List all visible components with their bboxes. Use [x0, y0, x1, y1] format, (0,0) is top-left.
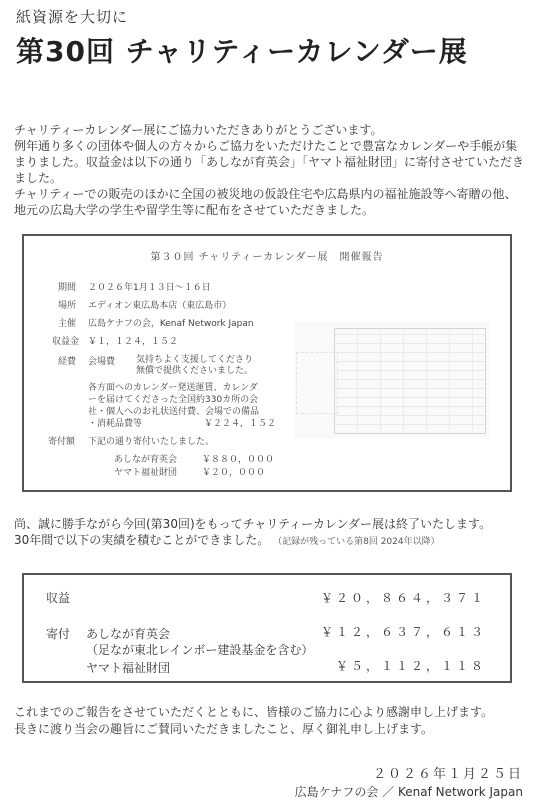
footer-org: 広島ケナフの会 ／ Kenaf Network Japan	[294, 785, 523, 799]
expense-label: 経費	[58, 357, 77, 367]
closing-line: 尚、誠に勝手ながら今回(第30回)をもってチャリティーカレンダー展は終了いたします。	[14, 517, 492, 531]
footer-date: ２０２６年１月２５日	[372, 767, 523, 782]
results-donation-label: 寄付	[46, 627, 71, 641]
results-revenue-label: 収益	[46, 591, 71, 605]
report-scan	[22, 234, 512, 492]
closing-text	[14, 516, 534, 550]
expense-amount: ￥２２４，１５２	[204, 419, 277, 429]
thanks-line: これまでのご報告をさせていただくとともに、皆様のご協力に心より感謝申し上げます。	[14, 705, 494, 719]
closing-line: 30年間で以下の実績を積むことができました。	[14, 533, 270, 547]
results-donation-name: ヤマト福祉財団	[86, 661, 171, 675]
donation-amount: ￥２０，０００	[202, 468, 266, 478]
intro-paragraph: チャリティーでの販売のほかに全国の被災地の仮設住宅や広島県内の福祉施設等へ寄贈の他、地元の広島大学の学生や留学生等に配布をさせていただきました。	[14, 187, 517, 217]
results-donation-note: （足なが東北レインボー建設基金を含む）	[86, 643, 314, 657]
thanks-text	[14, 704, 534, 738]
revenue-label: 収益金	[52, 337, 80, 347]
results-box	[22, 573, 512, 683]
expense-item-note: 無償で提供くださいました。	[136, 366, 254, 376]
donation-label: 寄付額	[48, 437, 76, 447]
donation-amount: ￥８８０，０００	[202, 455, 275, 465]
intro-paragraph: 例年通り多くの団体や個人の方々からご協力をいただけたことで豊富なカレンダーや手帳が集まりました。収益金は以下の通り「あしなが育英会」「ヤマト福祉財団」に寄付させていただきました。	[14, 139, 525, 185]
expense-detail: 各方面へのカレンダー発送運賃、カレンダ	[88, 383, 258, 393]
results-donation-name: あしなが育英会	[86, 627, 171, 641]
period-label: 期間	[58, 283, 77, 293]
donation-name: ヤマト福祉財団	[114, 468, 178, 478]
period-value: ２０２６年1月１３日～１６日	[88, 283, 211, 293]
subtitle: 紙資源を大切に	[16, 8, 129, 26]
host-value: 広島ケナフの会，Kenaf Network Japan	[88, 319, 254, 329]
intro-text	[14, 122, 526, 218]
page-title: 第30回 チャリティーカレンダー展	[16, 35, 468, 68]
expense-detail: ・消耗品費等	[88, 419, 143, 429]
closing-note: （記録が残っている第8回 2024年以降）	[273, 537, 440, 547]
results-donation-amount: ￥１２，６３７，６１３	[320, 625, 486, 639]
venue-value: エディオン東広島本店（東広島市）	[88, 301, 232, 311]
expense-item-name: 会場費	[88, 357, 116, 367]
thanks-line: 長きに渡り当会の趣旨にご賛同いただきましたこと、厚く御礼申し上げます。	[14, 722, 434, 736]
donation-note: 下記の通り寄付いたしました。	[88, 437, 215, 447]
revenue-value: ￥１，１２４，１５２	[88, 337, 179, 347]
expense-item-note: 気持ちよく支援してくださり	[136, 355, 254, 365]
event-photo	[294, 322, 490, 438]
report-title: 第３０回 チャリティーカレンダー展 開催報告	[150, 252, 384, 263]
intro-paragraph: チャリティーカレンダー展にご協力いただきありがとうございます。	[14, 123, 383, 137]
expense-detail: 社・個人へのお礼状送付費、会場での備品	[88, 407, 260, 417]
venue-label: 場所	[58, 301, 77, 311]
expense-detail: ーを届けてくださった全国約330カ所の会	[88, 395, 259, 405]
donation-name: あしなが育英会	[114, 455, 178, 465]
host-label: 主催	[58, 319, 77, 329]
results-donation-amount: ￥５，１１２，１１８	[335, 659, 486, 673]
results-revenue-amount: ￥２０，８６４，３７１	[320, 591, 486, 605]
